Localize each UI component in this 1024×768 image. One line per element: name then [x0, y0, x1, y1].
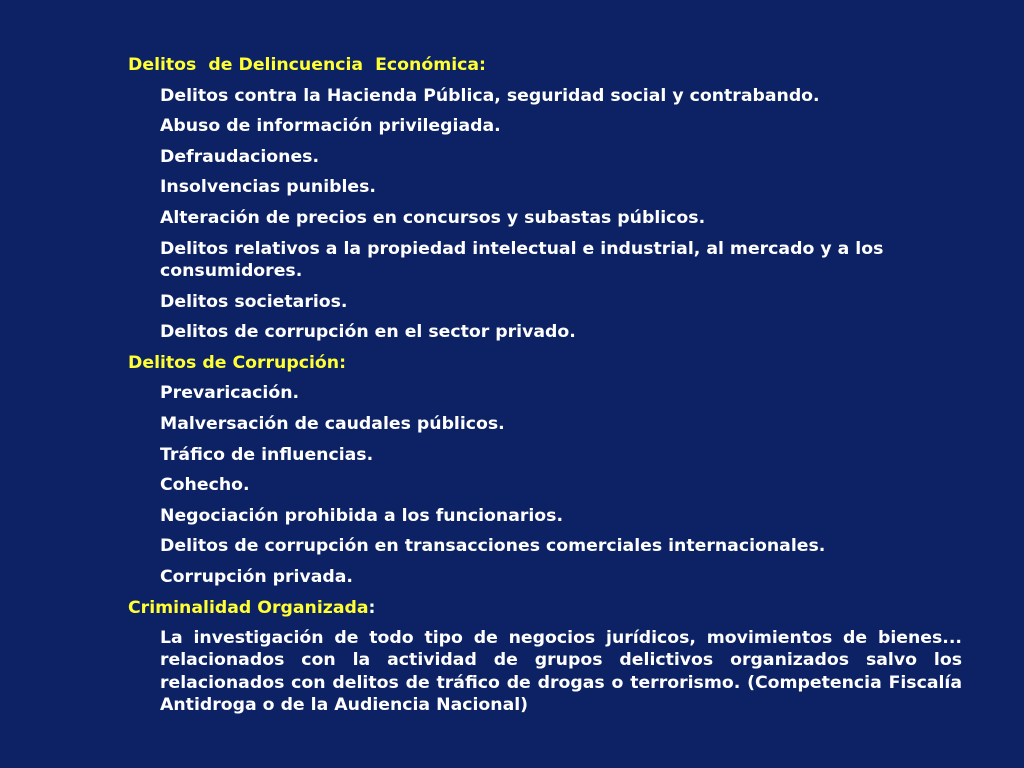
list-item: Delitos contra la Hacienda Pública, seguridad social y contrabando. [160, 85, 820, 106]
list-item-paragraph: La investigación de todo tipo de negocios jurídicos, movimientos de bienes... relacionados con la actividad de grupos delictivos organizados salvo los relacionados con delitos de tráfico de drogas o terrorismo. (Competencia Fiscalía Antidroga o de la Audiencia Nacional) [160, 628, 962, 715]
list-item: Cohecho. [160, 475, 250, 496]
list-item: Insolvencias punibles. [160, 177, 376, 198]
section-heading-corruption-text: Delitos de Corrupción: [128, 352, 346, 373]
list-item: Delitos de corrupción en transacciones comerciales internacionales. [160, 536, 826, 557]
list-item: Delitos de corrupción en el sector privado. [160, 322, 576, 343]
section-heading-colon: : [368, 597, 376, 618]
section-heading-organized-crime [128, 597, 962, 628]
list-item: Negociación prohibida a los funcionarios. [160, 505, 564, 526]
section-heading-corruption [128, 352, 962, 383]
list-item: Delitos societarios. [160, 291, 348, 312]
list-item: Defraudaciones. [160, 146, 320, 167]
section-heading-organized-crime-text: Criminalidad Organizada [128, 597, 369, 618]
list-item: Malversación de caudales públicos. [160, 413, 505, 434]
slide-content [128, 54, 962, 716]
list-item: Corrupción privada. [160, 566, 353, 587]
list-item: Prevaricación. [160, 383, 300, 404]
list-item: Tráfico de influencias. [160, 444, 374, 465]
section-heading-economic-text: Delitos de Delincuencia Económica: [128, 55, 486, 75]
list-item: Abuso de información privilegiada. [160, 116, 501, 137]
list-item: Delitos relativos a la propiedad intelectual e industrial, al mercado y a los consumidores. [160, 238, 884, 281]
section-heading-economic [128, 54, 962, 85]
list-item: Alteración de precios en concursos y subastas públicos. [160, 207, 706, 228]
